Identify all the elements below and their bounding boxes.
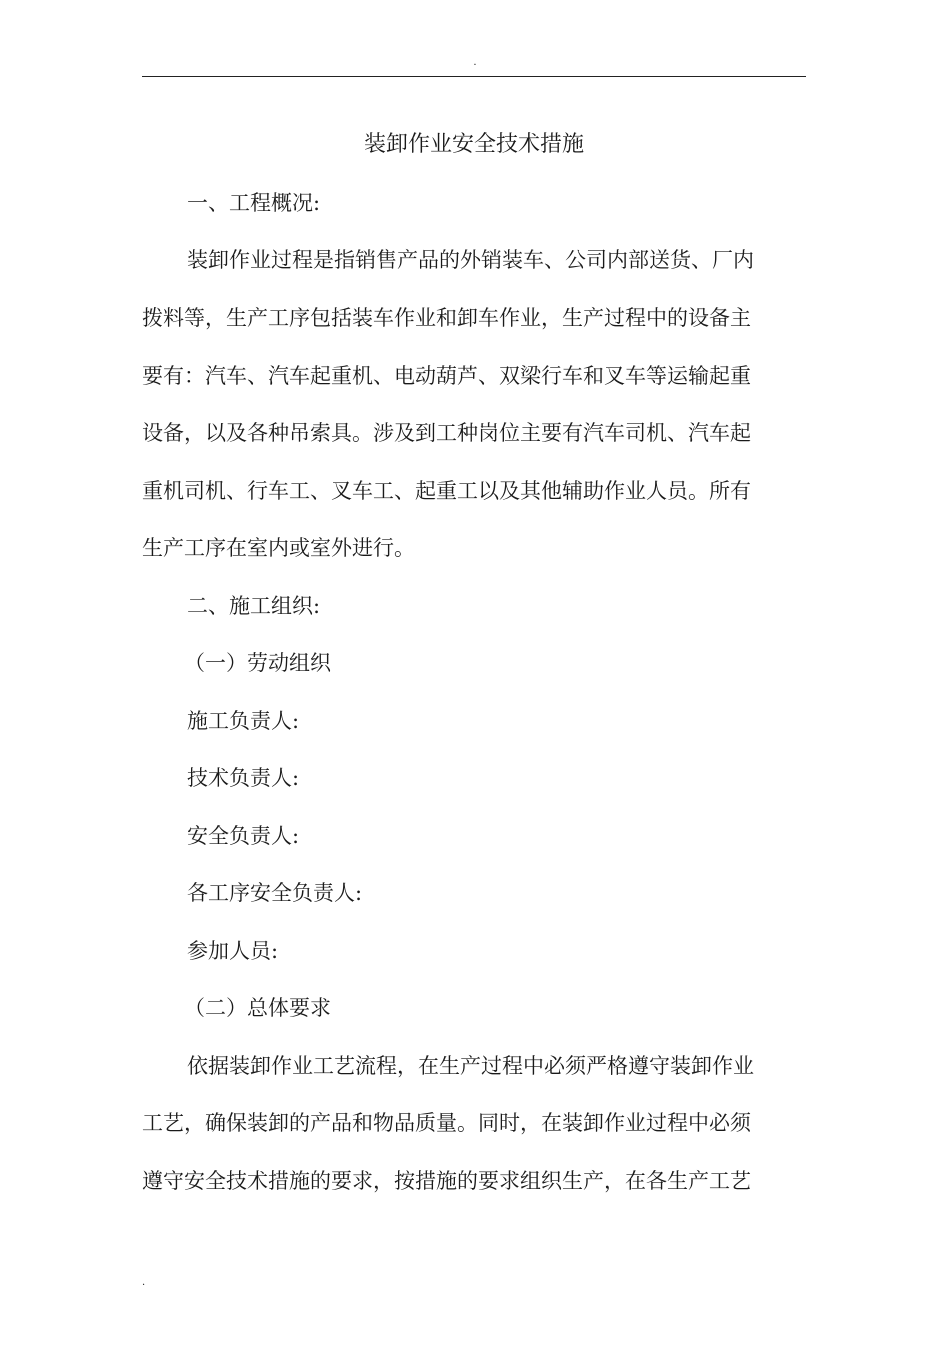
field-label-technical-lead: 技术负责人: [187, 766, 300, 790]
footer-mark: . [142, 1277, 146, 1288]
document-title: 装卸作业安全技术措施 [363, 132, 584, 157]
paragraph-line: 依据装卸作业工艺流程，在生产过程中必须严格遵守装卸作业 [187, 1054, 754, 1078]
paragraph-line: 设备，以及各种吊索具。涉及到工种岗位主要有汽车司机、汽车起 [142, 421, 751, 445]
field-label-participants: 参加人员: [187, 939, 279, 963]
header-mark: . [473, 57, 477, 68]
paragraph-line: 拨料等，生产工序包括装车作业和卸车作业，生产过程中的设备主 [142, 306, 751, 330]
subsection-2-heading: （二）总体要求 [184, 996, 331, 1020]
paragraph-line: 重机司机、行车工、叉车工、起重工以及其他辅助作业人员。所有 [142, 479, 751, 503]
subsection-1-heading: （一）劳动组织 [184, 651, 331, 675]
paragraph-line: 装卸作业过程是指销售产品的外销装车、公司内部送货、厂内 [187, 248, 754, 272]
field-label-safety-lead: 安全负责人: [187, 824, 300, 848]
header-rule [142, 76, 806, 77]
paragraph-line: 要有：汽车、汽车起重机、电动葫芦、双梁行车和叉车等运输起重 [142, 364, 751, 388]
field-label-construction-lead: 施工负责人: [187, 709, 300, 733]
paragraph-line: 遵守安全技术措施的要求，按措施的要求组织生产，在各生产工艺 [142, 1169, 751, 1193]
field-label-process-safety-lead: 各工序安全负责人: [187, 881, 363, 905]
section-2-heading: 二、施工组织: [187, 594, 321, 618]
section-1-heading: 一、工程概况: [187, 191, 321, 215]
paragraph-line: 工艺，确保装卸的产品和物品质量。同时，在装卸作业过程中必须 [142, 1111, 751, 1135]
paragraph-line: 生产工序在室内或室外进行。 [142, 536, 415, 560]
